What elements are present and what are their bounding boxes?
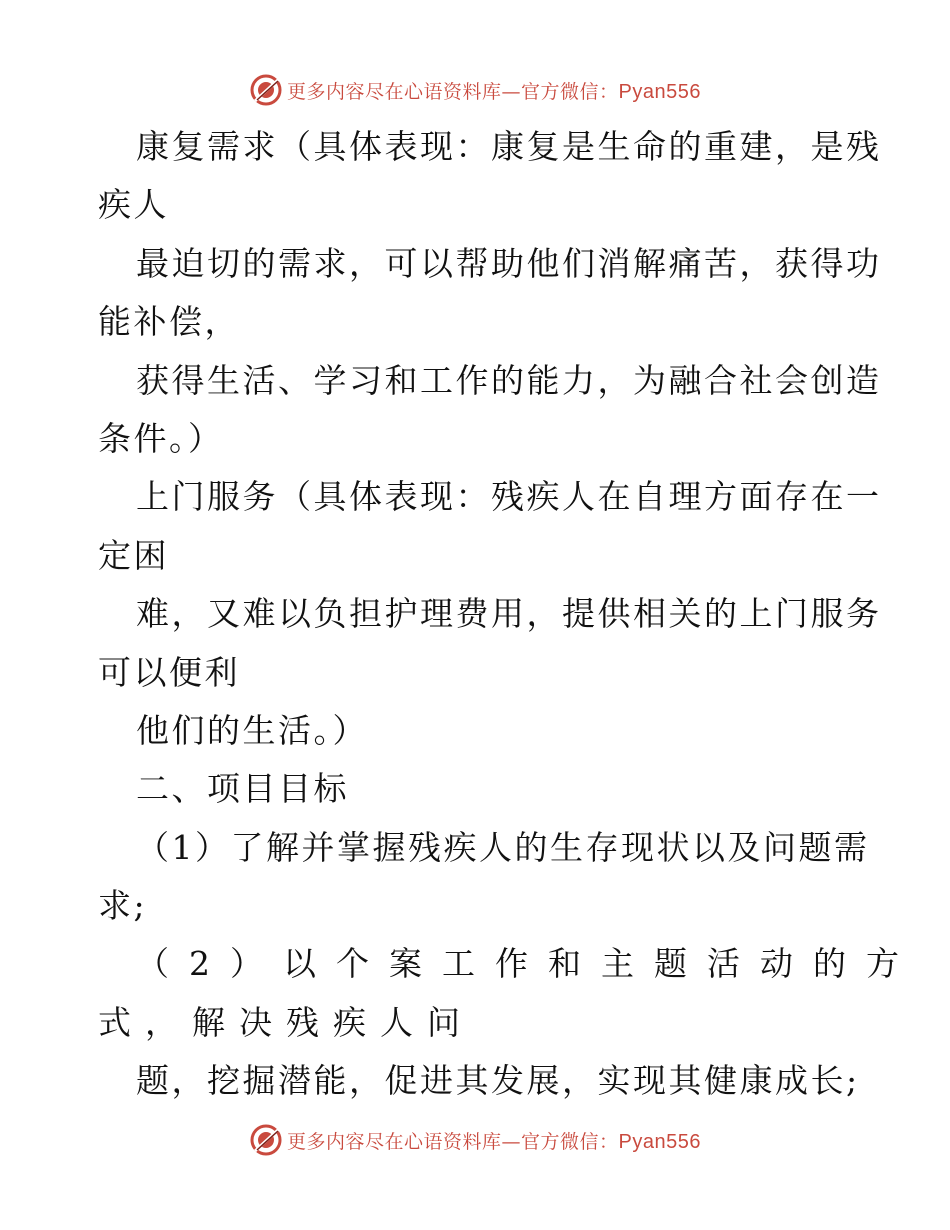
body-line: （2）以个案工作和主题活动的方 [136,944,919,984]
body-line: 能补偿， [98,302,240,342]
header-banner [0,70,950,110]
header-wechat-id: Pyan556 [618,80,701,103]
footer-promo-text [287,1127,701,1154]
body-line: 获得生活、学习和工作的能力，为融合社会创造 [136,360,882,400]
body-line: 式，解决残疾人问 [98,1002,474,1042]
body-line: 疾人 [98,185,169,225]
body-line: 他们的生活。） [136,710,368,750]
footer-banner [0,1120,950,1160]
body-line: 上门服务（具体表现：残疾人在自理方面存在一 [136,477,882,517]
body-line: 康复需求（具体表现：康复是生命的重建，是残 [136,127,882,166]
header-promo-text [287,77,701,104]
section-heading: 二、项目目标 [136,769,349,809]
body-line: 求; [98,886,148,926]
header-separator: — [501,80,522,103]
body-line: 可以便利 [98,652,240,692]
footer-wechat-id: Pyan556 [618,1130,701,1153]
footer-wechat-label: 官方微信： [521,1130,619,1153]
document-body [98,118,919,1111]
header-promo: 更多内容尽在心语资料库 [287,80,502,103]
body-line: 最迫切的需求，可以帮助他们消解痛苦，获得功 [136,243,882,283]
body-line: （1）了解并掌握残疾人的生存现状以及问题需 [136,827,870,867]
header-wechat-label: 官方微信： [521,80,619,103]
body-line: 定困 [98,535,169,575]
body-line: 难，又难以负担护理费用，提供相关的上门服务 [136,594,882,634]
body-line: 条件。） [98,418,224,458]
red-pen-circle-logo-icon [249,73,283,107]
footer-promo: 更多内容尽在心语资料库 [287,1130,502,1153]
red-pen-circle-logo-icon [249,1123,283,1157]
footer-separator: — [501,1130,522,1153]
body-line: 题，挖掘潜能，促进其发展，实现其健康成长; [136,1061,860,1101]
